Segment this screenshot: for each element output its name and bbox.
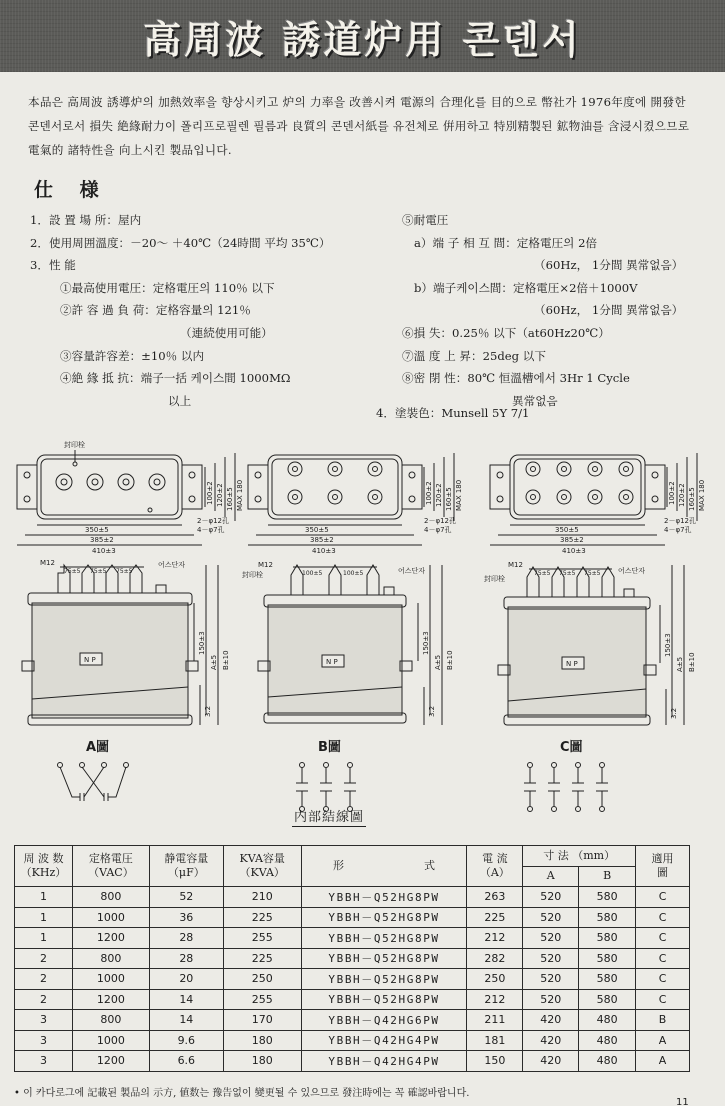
footnote: • 이 카다로그에 記載된 製品의 示方, 値数는 豫告없이 變更될 수 있으므로 發注時에는 꼭 確認바랍니다. (14, 1088, 470, 1099)
cell-cap: 52 (149, 887, 223, 908)
side-view-b (258, 565, 442, 725)
cell-b: 480 (579, 1051, 636, 1072)
seal-label: 封印栓 (64, 441, 85, 449)
cell-current: 250 (467, 969, 523, 990)
cell-freq: 3 (15, 1010, 73, 1031)
cell-kva: 250 (223, 969, 301, 990)
paint-color-spec: 4．塗裝色：Munsell 5Y 7/1 (376, 406, 530, 420)
cell-freq: 3 (15, 1051, 73, 1072)
cell-model: YBBH－Q52HG8PW (301, 948, 467, 969)
cell-fig: B (636, 1010, 690, 1031)
cell-model: YBBH－Q52HG8PW (301, 989, 467, 1010)
dim-100-a: 100±2 (206, 481, 214, 505)
spec-heading: 仕 様 (34, 179, 109, 201)
cell-cap: 28 (149, 928, 223, 949)
cell-b: 580 (579, 907, 636, 928)
cell-a: 520 (523, 887, 579, 908)
dim-160-b: 160±5 (445, 487, 453, 511)
cell-current: 225 (467, 907, 523, 928)
header-current: 電 流 （A） (467, 846, 523, 887)
cell-b: 580 (579, 928, 636, 949)
dim-350-a: 350±5 (85, 526, 109, 534)
cell-freq: 1 (15, 887, 73, 908)
hole12-a: 2－φ12孔 (197, 517, 229, 525)
cell-freq: 3 (15, 1030, 73, 1051)
cell-fig: C (636, 969, 690, 990)
seal-c: 封印栓 (484, 575, 505, 583)
spec-item: ⑥損 失：0.25％ 以下（at60Hz20℃） (402, 325, 610, 340)
cell-kva: 225 (223, 948, 301, 969)
dim-75-c2: 75±5 (559, 570, 576, 577)
cell-voltage: 800 (72, 948, 149, 969)
table-row (15, 887, 690, 908)
cell-kva: 225 (223, 907, 301, 928)
cell-freq: 1 (15, 928, 73, 949)
dim-32-c: 3.2 (670, 707, 678, 719)
dim-100h-b1: 100±5 (302, 570, 323, 577)
page-number: 11 (676, 1097, 689, 1106)
dim-410-c: 410±3 (562, 547, 586, 555)
cell-cap: 9.6 (149, 1030, 223, 1051)
dim-150-a: 150±3 (198, 631, 206, 655)
spec-item: ①最高使用電圧：定格電圧의 110％ 以下 (60, 280, 275, 295)
spec-item: ⑦溫 度 上 昇：25deg 以下 (402, 348, 546, 363)
spec-item: ③容量許容差：±10％ 以内 (60, 348, 205, 363)
cell-voltage: 1200 (72, 928, 149, 949)
dim-a-b: A±5 (434, 654, 442, 670)
dim-75-a3: 75±5 (116, 568, 133, 575)
cell-fig: A (636, 1051, 690, 1072)
cell-model: YBBH－Q52HG8PW (301, 887, 467, 908)
dim-a-a: A±5 (210, 654, 218, 670)
dim-150-b: 150±3 (422, 631, 430, 655)
table-row (15, 989, 690, 1010)
dim-160-a: 160±5 (226, 487, 234, 511)
cell-a: 520 (523, 948, 579, 969)
cell-cap: 36 (149, 907, 223, 928)
dim-120-a: 120±2 (216, 483, 224, 507)
cell-b: 480 (579, 1010, 636, 1031)
m12-c: M12 (508, 561, 523, 569)
dim-32-b: 3.2 (428, 705, 436, 717)
cell-a: 520 (523, 928, 579, 949)
cell-kva: 170 (223, 1010, 301, 1031)
dim-75-c1: 75±5 (534, 570, 551, 577)
cell-cap: 28 (149, 948, 223, 969)
table-header-row (15, 846, 690, 867)
spec-item: 以上 (168, 393, 192, 408)
hole7-a: 4－φ7孔 (197, 526, 225, 534)
wiring-a (58, 763, 129, 802)
fig-b-label: B圖 (318, 740, 341, 755)
cell-b: 480 (579, 1030, 636, 1051)
cell-current: 212 (467, 989, 523, 1010)
cell-current: 211 (467, 1010, 523, 1031)
product-spec-table (14, 845, 690, 1072)
table-row (15, 1030, 690, 1051)
max180-c: MAX 180 (698, 479, 706, 511)
cell-a: 520 (523, 969, 579, 990)
cell-current: 150 (467, 1051, 523, 1072)
capacitor-drawings (0, 425, 725, 830)
cell-current: 181 (467, 1030, 523, 1051)
cell-fig: C (636, 887, 690, 908)
cell-a: 520 (523, 907, 579, 928)
cell-model: YBBH－Q52HG8PW (301, 928, 467, 949)
spec-item: ⑤耐電圧 (402, 213, 449, 227)
cell-current: 212 (467, 928, 523, 949)
spec-item: （60Hz， 1分間 異常없음） (534, 303, 684, 318)
hole12-c: 2－φ12孔 (664, 517, 696, 525)
cell-freq: 2 (15, 969, 73, 990)
dim-32-a: 3.2 (204, 705, 212, 717)
dim-385-c: 385±2 (560, 536, 584, 544)
wiring-b (296, 763, 356, 812)
side-view-a (22, 565, 218, 725)
table-body (15, 887, 690, 1072)
title-banner (0, 0, 725, 72)
cell-kva: 255 (223, 928, 301, 949)
spec-item: ②許 容 過 負 荷：定格容量의 121％ (60, 303, 251, 318)
cell-freq: 1 (15, 907, 73, 928)
max180-b: MAX 180 (455, 479, 463, 511)
m12-a: M12 (40, 559, 55, 567)
spec-item: 1．設 置 場 所：屋内 (30, 213, 142, 227)
cell-kva: 180 (223, 1051, 301, 1072)
cell-voltage: 1000 (72, 1030, 149, 1051)
cell-cap: 14 (149, 1010, 223, 1031)
cell-model: YBBH－Q42HG6PW (301, 1010, 467, 1031)
dim-385-a: 385±2 (90, 536, 114, 544)
spec-item: a）端 子 相 互 間：定格電圧의 2倍 (414, 235, 598, 250)
cell-cap: 6.6 (149, 1051, 223, 1072)
dim-100-b: 100±2 (425, 481, 433, 505)
cell-voltage: 1200 (72, 1051, 149, 1072)
header-dim-b: B (579, 866, 636, 887)
cell-voltage: 800 (72, 887, 149, 908)
dim-120-c: 120±2 (678, 483, 686, 507)
table-row (15, 1010, 690, 1031)
dim-150-c: 150±3 (664, 633, 672, 657)
header-capacitance: 静電容量 （μF） (149, 846, 223, 887)
cell-fig: A (636, 1030, 690, 1051)
np-a: N P (84, 656, 96, 664)
header-figure: 適用 圖 (636, 846, 690, 887)
wiring-c (524, 763, 608, 812)
cell-fig: C (636, 989, 690, 1010)
side-view-c (498, 565, 684, 725)
cell-a: 520 (523, 989, 579, 1010)
m12-b: M12 (258, 561, 273, 569)
cell-voltage: 1000 (72, 969, 149, 990)
dim-120-b: 120±2 (435, 483, 443, 507)
hole7-c: 4－φ7孔 (664, 526, 692, 534)
dim-160-c: 160±5 (688, 487, 696, 511)
table-row (15, 1051, 690, 1072)
header-model: 形 式 (301, 846, 467, 887)
cell-voltage: 1000 (72, 907, 149, 928)
cell-fig: C (636, 907, 690, 928)
table-row (15, 928, 690, 949)
cell-model: YBBH－Q42HG4PW (301, 1051, 467, 1072)
header-freq: 周 波 数 （KHz） (15, 846, 73, 887)
cell-a: 420 (523, 1010, 579, 1031)
cell-fig: C (636, 948, 690, 969)
dim-100-c: 100±2 (668, 481, 676, 505)
header-kva: KVA容量 （KVA） (223, 846, 301, 887)
seal-b: 封印栓 (242, 571, 263, 579)
dim-75-c3: 75±5 (584, 570, 601, 577)
spec-list-left (30, 209, 400, 412)
header-dim-a: A (523, 866, 579, 887)
spec-item: b）端子케이스間：定格電圧×2倍＋1000V (414, 280, 638, 295)
hole12-b: 2－φ12孔 (424, 517, 456, 525)
earth-a: 어스단자 (158, 561, 186, 569)
earth-b: 어스단자 (398, 567, 426, 575)
cell-kva: 210 (223, 887, 301, 908)
dim-350-b: 350±5 (305, 526, 329, 534)
np-b: N P (326, 658, 338, 666)
cell-cap: 14 (149, 989, 223, 1010)
cell-freq: 2 (15, 989, 73, 1010)
table-row (15, 948, 690, 969)
header-voltage: 定格電圧 （VAC） (72, 846, 149, 887)
dim-b-c: B±10 (688, 652, 696, 672)
spec-item: （連続使用可能） (180, 325, 273, 340)
cell-b: 580 (579, 887, 636, 908)
wiring-caption: 内部結線圖 (292, 806, 366, 827)
cell-a: 420 (523, 1030, 579, 1051)
max180-a: MAX 180 (236, 479, 244, 511)
dim-350-c: 350±5 (555, 526, 579, 534)
dim-b-a: B±10 (222, 650, 230, 670)
dim-410-a: 410±3 (92, 547, 116, 555)
cell-model: YBBH－Q52HG8PW (301, 969, 467, 990)
drawing-svg (0, 425, 725, 830)
fig-a-label: A圖 (86, 740, 110, 755)
cell-kva: 255 (223, 989, 301, 1010)
cell-voltage: 800 (72, 1010, 149, 1031)
cell-b: 580 (579, 948, 636, 969)
dim-a-c: A±5 (676, 656, 684, 672)
spec-item: 3．性 能 (30, 258, 76, 273)
cell-model: YBBH－Q52HG8PW (301, 907, 467, 928)
cell-a: 420 (523, 1051, 579, 1072)
dim-75-a1: 75±5 (64, 568, 81, 575)
spec-item: ⑧密 閉 性：80℃ 恒溫槽에서 3Hr 1 Cycle (402, 371, 630, 386)
cell-b: 580 (579, 989, 636, 1010)
table-row (15, 907, 690, 928)
header-dimensions: 寸 法 （mm） (523, 846, 636, 867)
spec-item: 2．使用周囲溫度：－20～ ＋40℃（24時間 平均 35℃） (30, 235, 331, 250)
fig-c-label: C圖 (560, 740, 583, 755)
cell-cap: 20 (149, 969, 223, 990)
dim-385-b: 385±2 (310, 536, 334, 544)
cell-kva: 180 (223, 1030, 301, 1051)
intro-paragraph: 本品은 高周波 誘導炉의 加熱效率을 향상시키고 炉의 力率을 改善시켜 電源의 合理化를 目的으로 幣社가 1976年度에 開發한 콘덴서로서 損失 絶緣耐力이 폴리프로필렌 필름과 良質의 콘덴서紙를 유전체로 倂用하고 特別精製된 鉱物油를 含浸시켰으므로 電氣的 諸特性을 向上시킨 製品입니다. (28, 95, 690, 157)
cell-fig: C (636, 928, 690, 949)
cell-b: 580 (579, 969, 636, 990)
earth-c: 어스단자 (618, 567, 646, 575)
dim-100h-b2: 100±5 (343, 570, 364, 577)
cell-current: 282 (467, 948, 523, 969)
page-title: 高周波 誘道炉用 콘덴서 (143, 16, 582, 62)
cell-voltage: 1200 (72, 989, 149, 1010)
spec-list-right (402, 209, 722, 412)
dim-b-b: B±10 (446, 650, 454, 670)
spec-item: （60Hz， 1分間 異常없음） (534, 258, 684, 273)
spec-item: 異常없음 (512, 393, 558, 408)
np-c: N P (566, 660, 578, 668)
cell-model: YBBH－Q42HG4PW (301, 1030, 467, 1051)
dim-75-a2: 75±5 (90, 568, 107, 575)
hole7-b: 4－φ7孔 (424, 526, 452, 534)
cell-freq: 2 (15, 948, 73, 969)
spec-item: ④絶 緣 抵 抗：端子一括 케이스間 1000MΩ (60, 371, 291, 386)
table-row (15, 969, 690, 990)
dim-410-b: 410±3 (312, 547, 336, 555)
cell-current: 263 (467, 887, 523, 908)
